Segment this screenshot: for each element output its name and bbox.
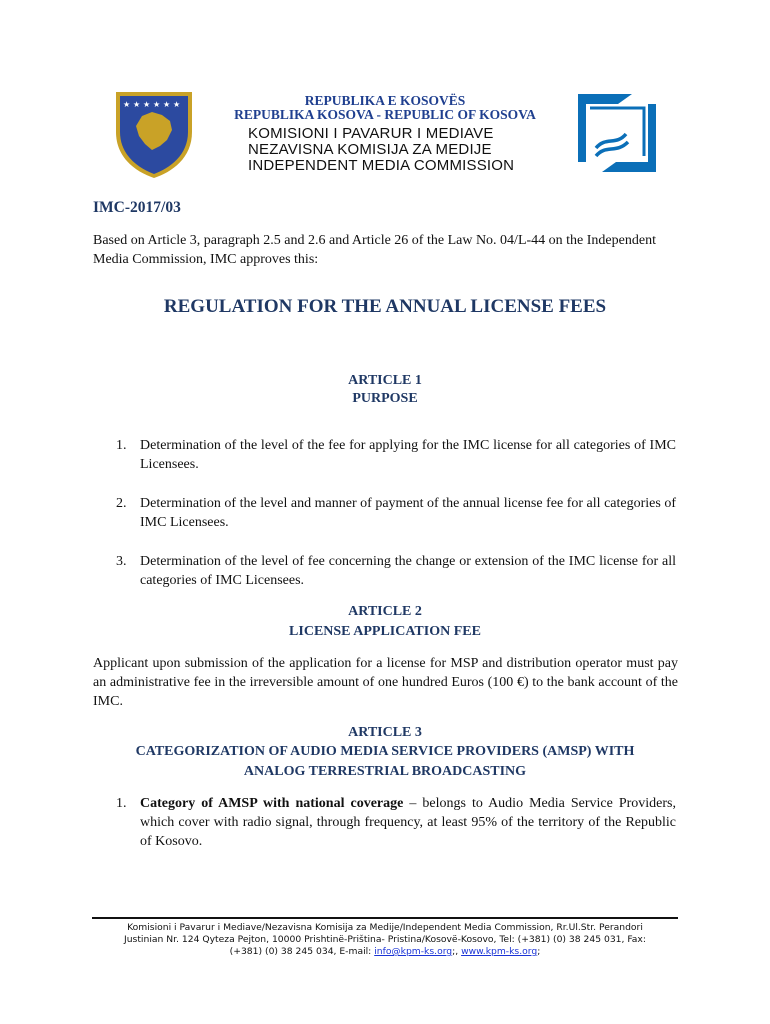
svg-text:★: ★	[123, 100, 131, 109]
list-item-text: Determination of the level of the fee for applying for the IMC license for all categories of IMC Licensees.	[140, 438, 676, 472]
kosovo-coat-of-arms-icon	[112, 88, 196, 180]
svg-text:★: ★	[143, 100, 151, 109]
list-item-text: Determination of the level and manner of payment of the annual license fee for all categories of IMC Licensees.	[140, 496, 676, 530]
header-country-name-albanian: REPUBLIKA E KOSOVËS	[304, 93, 466, 108]
category-name: Category of AMSP with national coverage	[140, 796, 404, 811]
footer	[92, 922, 678, 958]
list-item-number: 2.	[116, 496, 127, 511]
header-org-name-serbian: NEZAVISNA KOMISIJA ZA MEDIJE	[248, 141, 492, 158]
article3-title-line2: ANALOG TERRESTRIAL BROADCASTING	[243, 764, 527, 779]
footer-separator: ;,	[452, 946, 462, 957]
footer-end: ;	[537, 946, 541, 957]
svg-text:★: ★	[153, 100, 161, 109]
article2-text: Applicant upon submission of the application for a license for MSP and distribution operator must pay an administrative fee in the irreversible amount of one hundred Euros (100 €) to the bank account of the IMC.	[93, 656, 678, 709]
list-item	[116, 552, 676, 590]
svg-text:★: ★	[173, 100, 181, 109]
list-item-text: Determination of the level of fee concerning the change or extension of the IMC license for all categories of IMC Licensees.	[140, 554, 676, 588]
regulation-title: REGULATION FOR THE ANNUAL LICENSE FEES	[163, 296, 607, 317]
website-link[interactable]: www.kpm-ks.org	[461, 946, 538, 957]
header-country-name-serbian-english: REPUBLIKA KOSOVA - REPUBLIC OF KOSOVA	[234, 107, 536, 122]
article3-number: ARTICLE 3	[348, 725, 422, 740]
article1-title: PURPOSE	[352, 391, 418, 406]
list-item-number: 3.	[116, 554, 127, 569]
article1-number: ARTICLE 1	[348, 373, 422, 388]
list-item-number: 1.	[116, 796, 127, 811]
article2-number: ARTICLE 2	[348, 604, 422, 619]
footer-line1: Komisioni i Pavarur i Mediave/Nezavisna Komisija za Medije/Independent Media Commission, Rr.Ul.Str. Perandori	[127, 922, 643, 933]
footer-contact-text: (+381) (0) 38 245 034, E-mail:	[229, 946, 375, 957]
svg-text:★: ★	[133, 100, 141, 109]
list-item-number: 1.	[116, 438, 127, 453]
header-org-name-english: INDEPENDENT MEDIA COMMISSION	[248, 157, 515, 174]
imc-logo-icon	[574, 90, 660, 176]
category-description: – belongs to Audio Media Service Providers, which cover with radio signal, through frequency, at least 95% of the territory of the Republic of Kosovo.	[140, 796, 677, 849]
list-item	[116, 794, 676, 851]
footer-line2: Justinian Nr. 124 Qyteza Pejton, 10000 Prishtinë-Priština- Pristina/Kosovë-Kosovo, Tel: (+381) (0) 38 245 031, Fax:	[124, 934, 646, 945]
list-item	[116, 436, 676, 474]
list-item	[116, 494, 676, 532]
article2-title: LICENSE APPLICATION FEE	[289, 624, 481, 639]
email-link[interactable]: info@kpm-ks.org	[374, 946, 453, 957]
footer-line3	[92, 946, 678, 958]
preamble-text: Based on Article 3, paragraph 2.5 and 2.6 and Article 26 of the Law No. 04/L-44 on the Independent Media Commission, IMC approves this:	[93, 233, 656, 267]
document-id: IMC-2017/03	[93, 199, 181, 216]
article3-title-line1: CATEGORIZATION OF AUDIO MEDIA SERVICE PROVIDERS (AMSP) WITH	[135, 744, 635, 759]
footer-divider	[92, 917, 678, 919]
svg-text:★: ★	[163, 100, 171, 109]
list-item-text	[140, 794, 676, 851]
header-org-name-albanian: KOMISIONI I PAVARUR I MEDIAVE	[248, 125, 494, 142]
